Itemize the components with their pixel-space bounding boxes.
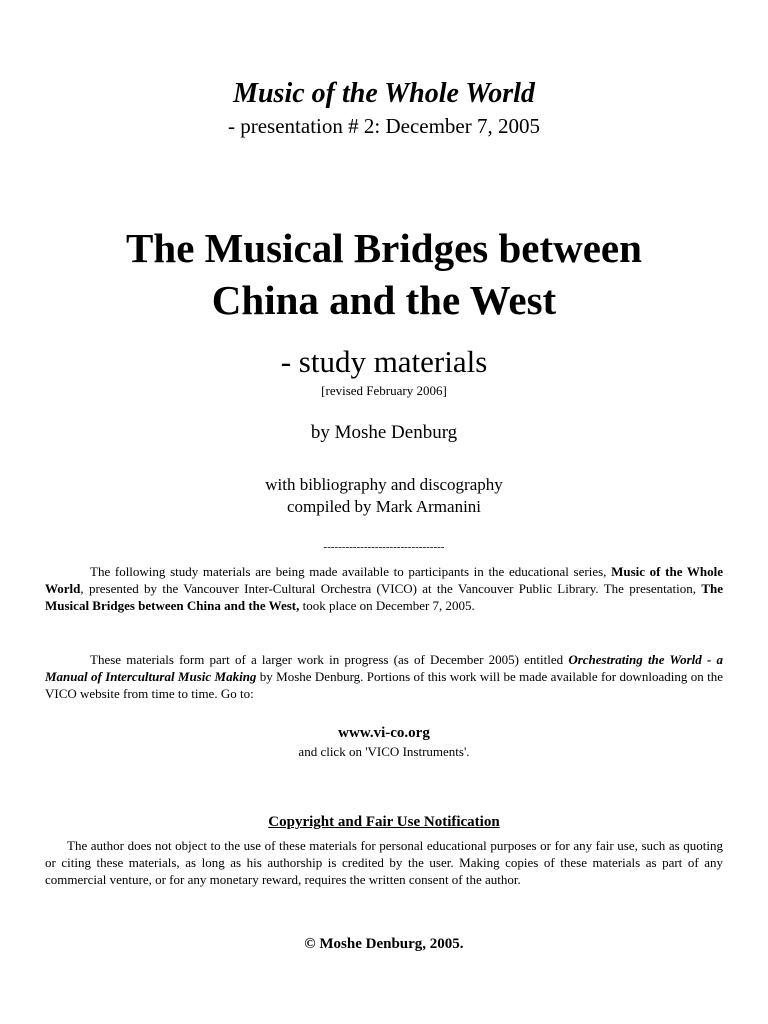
presentation-name: The Musical Bridges between China and the West, [45, 581, 723, 613]
compiler-credit [0, 474, 768, 518]
website-instruction: and click on 'VICO Instruments'. [298, 744, 470, 759]
intro-text-d: These materials form part of a larger work in progress (as of December 2005) entitled [90, 652, 569, 667]
copyright-paragraph [45, 837, 723, 888]
presentation-line: - presentation # 2: December 7, 2005 [228, 114, 540, 138]
main-title-line-2: China and the West [211, 277, 557, 323]
intro-text-c: took place on December 7, 2005. [299, 598, 475, 613]
main-title [0, 222, 768, 326]
compiled-by-line: compiled by Mark Armanini [286, 497, 482, 516]
revised-note: [revised February 2006] [321, 383, 447, 398]
book-title: Orchestrating the World - a Manual of Intercultural Music Making [45, 652, 723, 684]
section-divider: --------------------------------- [323, 541, 445, 553]
intro-paragraph-2 [45, 651, 723, 702]
copyright-heading: Copyright and Fair Use Notification [268, 814, 500, 830]
intro-text-b: , presented by the Vancouver Inter-Cultural Orchestra (VICO) at the Vancouver Public Library. The presentation, [80, 581, 702, 596]
intro-paragraph-1 [45, 563, 723, 614]
copyright-text: The author does not object to the use of these materials for personal educational purposes or for any fair use, such as quoting or citing these materials, as long as his authorship is credited by the user. Making copies of these materials as part of any commercial venture, or for any monetary reward, requires the written consent of the author. [45, 838, 723, 887]
series-name: Music of the Whole World [45, 564, 723, 596]
series-title: Music of the Whole World [233, 78, 535, 109]
website-link[interactable]: www.vi-co.org [338, 725, 430, 741]
intro-text-e: by Moshe Denburg. Portions of this work will be made available for downloading on the VICO website from time to time. Go to: [45, 669, 723, 701]
intro-text-a: The following study materials are being made available to participants in the educational series, [90, 564, 612, 579]
copyright-footer: © Moshe Denburg, 2005. [304, 936, 464, 952]
subtitle: - study materials [280, 344, 488, 379]
author-byline: by Moshe Denburg [310, 422, 458, 443]
main-title-line-1: The Musical Bridges between [126, 225, 642, 271]
bibliography-line: with bibliography and discography [265, 475, 503, 494]
